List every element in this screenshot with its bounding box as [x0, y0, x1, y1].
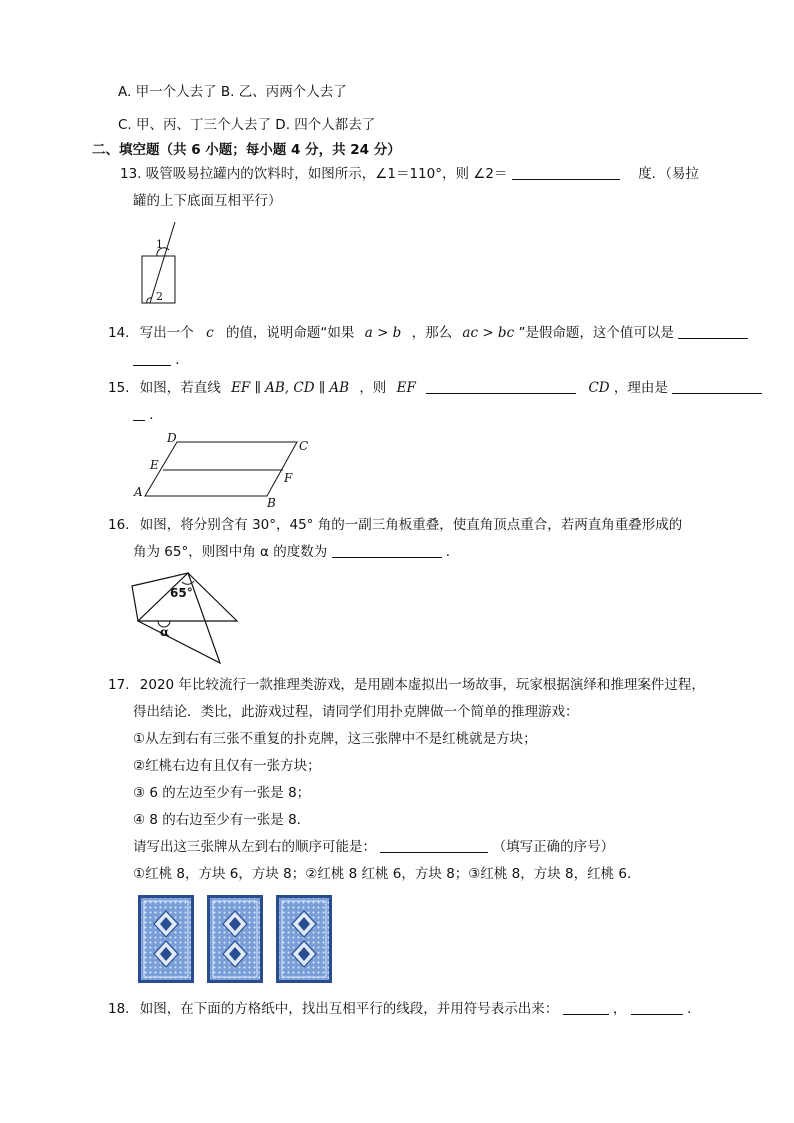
q15-ef: EF	[396, 380, 416, 396]
q17-ask-hint: （填写正确的序号）	[492, 839, 615, 855]
q15-text-3: ，理由是	[613, 380, 668, 396]
angle-2-label: 2	[156, 290, 163, 303]
q15-parallel-figure	[130, 430, 320, 510]
q15-line1	[108, 379, 762, 397]
playing-card-back-1	[138, 895, 194, 983]
q16-triangles-figure	[130, 568, 245, 668]
section-title: 二、填空题（共 6 小题；每小题 4 分，共 24 分）	[92, 142, 401, 158]
q18-line	[108, 1000, 691, 1018]
q16-line2	[133, 543, 459, 561]
q15-relation: EF ∥ AB, CD ∥ AB	[231, 380, 350, 396]
q14-answer-blank-a[interactable]	[678, 324, 748, 339]
q16-number: 16.	[108, 517, 130, 533]
label-f: F	[284, 471, 293, 485]
q16-text-1: 如图，将分别含有 30°，45° 角的一副三角板重叠，使直角顶点重合，若两直角重叠形成的	[139, 517, 683, 533]
q17-number: 17.	[108, 677, 130, 693]
q14-text-2: 的值，说明命题“如果	[225, 325, 355, 341]
q15-answer-blank-b[interactable]	[672, 379, 762, 394]
q13-number: 13.	[120, 166, 142, 182]
label-b: B	[267, 496, 276, 510]
q15-number: 15.	[108, 380, 130, 396]
q13-can-figure	[130, 220, 190, 310]
playing-card-back-3	[276, 895, 332, 983]
q12-options-cd: C. 甲、丙、丁三个人去了 D. 四个人都去了	[118, 117, 376, 133]
q16-text-2: 角为 65°，则图中角 α 的度数为	[133, 544, 328, 560]
q18-answer-blank-b[interactable]	[631, 1000, 683, 1015]
q14-text-1: 写出一个	[139, 325, 194, 341]
q14-line2	[133, 351, 180, 369]
q17-condition-2: ②红桃右边有且仅有一张方块；	[133, 758, 321, 774]
angle-65-label: 65°	[170, 586, 193, 600]
q14-number: 14.	[108, 325, 130, 341]
q13-line2: 罐的上下底面互相平行）	[133, 193, 282, 209]
q13-text-a: 吸管吸易拉罐内的饮料时，如图所示，∠1＝110°，则 ∠2＝	[145, 166, 508, 182]
q15-end: .	[149, 407, 154, 423]
q13-answer-blank[interactable]	[512, 165, 620, 180]
q18-answer-blank-a[interactable]	[563, 1000, 609, 1015]
label-c: C	[299, 439, 309, 453]
q17-line2: 得出结论．类比，此游戏过程，请同学们用扑克牌做一个简单的推理游戏：	[133, 704, 579, 720]
q13-text-b: 度．（易拉	[638, 166, 699, 182]
q14-text-4: ”是假命题，这个值可以是	[518, 325, 674, 341]
q15-answer-blank-a[interactable]	[426, 379, 576, 394]
quadrilateral-abcd	[145, 442, 297, 496]
q17-condition-1: ①从左到右有三张不重复的扑克牌，这三张牌中不是红桃就是方块；	[133, 731, 537, 747]
q17-condition-3: ③ 6 的左边至少有一张是 8；	[133, 785, 311, 801]
q17-answer-blank[interactable]	[380, 838, 488, 853]
q17-condition-4: ④ 8 的右边至少有一张是 8．	[133, 812, 311, 828]
q16-end: ．	[445, 544, 460, 560]
q18-end: .	[686, 1001, 692, 1017]
playing-card-back-2	[207, 895, 263, 983]
q14-var-c: c	[206, 325, 214, 341]
q16-answer-blank[interactable]	[332, 543, 442, 558]
q15-text-1: 如图，若直线	[139, 380, 221, 396]
q14-line1	[108, 324, 748, 342]
q12-options-ab: A. 甲一个人去了 B. 乙、丙两个人去了	[118, 84, 347, 100]
q18-number: 18.	[108, 1001, 130, 1017]
q17-cards-figure	[138, 895, 333, 983]
q15-cd: CD	[588, 380, 610, 396]
angle-1-label: 1	[156, 238, 163, 251]
q14-answer-blank-b[interactable]	[133, 351, 171, 366]
q17-options: ①红桃 8，方块 6，方块 8；②红桃 8 红桃 6，方块 8；③红桃 8，方块 8，红桃 6．	[133, 866, 641, 882]
q14-condition-2: ac > bc	[462, 325, 515, 341]
alpha-label: α	[160, 625, 170, 639]
q16-line1	[108, 516, 682, 534]
q17-ask	[133, 838, 614, 856]
label-a: A	[134, 485, 143, 499]
q18-separator: ，	[612, 1001, 627, 1017]
q13-line1	[120, 165, 699, 183]
q15-answer-blank-c[interactable]	[133, 406, 145, 421]
q17-line1	[108, 676, 705, 694]
q17-ask-text: 请写出这三张牌从左到右的顺序可能是：	[133, 839, 376, 855]
q18-text: 如图，在下面的方格纸中，找出互相平行的线段，并用符号表示出来：	[139, 1001, 559, 1017]
q17-text-1: 2020 年比较流行一款推理类游戏，是用剧本虚拟出一场故事，玩家根据演绎和推理案件过程，	[139, 677, 705, 693]
q14-text-3: ，那么	[411, 325, 453, 341]
label-d: D	[167, 431, 177, 445]
q15-text-2: ，则	[359, 380, 387, 396]
q14-end: .	[175, 352, 180, 368]
q15-line2	[133, 406, 154, 424]
q14-condition-1: a > b	[364, 325, 402, 341]
label-e: E	[150, 458, 159, 472]
